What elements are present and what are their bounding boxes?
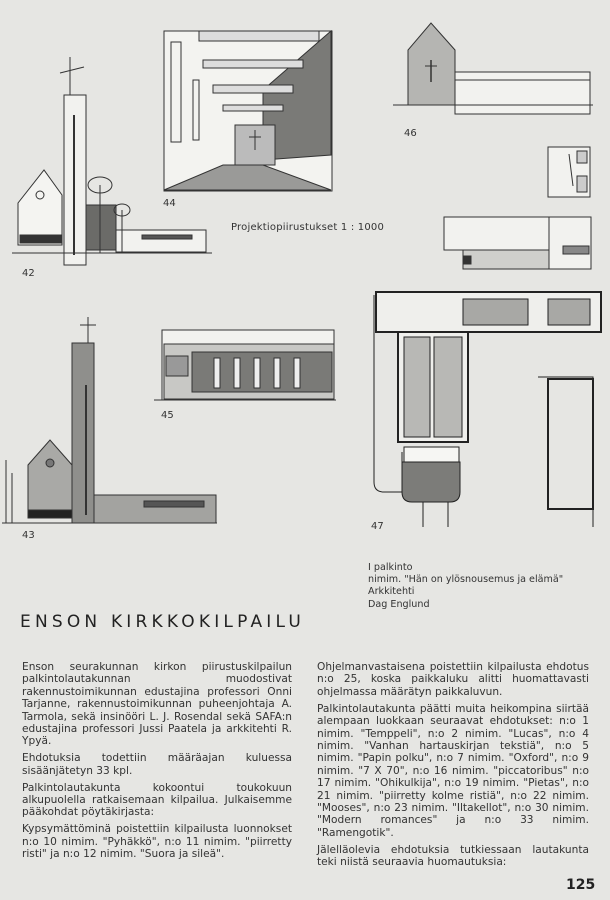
article-paragraph: Palkintolautakunta kokoontui toukokuun alkupuolella ratkaisemaan kilpailua. Julkaisemme pääkohdat pöytäkirjasta: (22, 781, 292, 819)
ground-plan-drawing (443, 216, 593, 270)
figure-47-label: 47 (371, 521, 384, 532)
projection-caption: Projektiopiirustukset 1 : 1000 (231, 222, 385, 233)
figure-45-label: 45 (161, 410, 174, 421)
page-number: 125 (566, 877, 596, 893)
award-pseudonym: nimim. "Hän on ylösnousemus ja elämä" (368, 574, 564, 586)
article-paragraph: Ohjelmanvastaisena poistettiin kilpailusta ehdotus n:o 25, koska paikkaluku alitti huomattavasti ohjelmassa määrätyn paikkaluvun. (317, 661, 589, 698)
award-prize: I palkinto (368, 562, 413, 573)
figure-47-drawing (368, 287, 603, 527)
award-caption (368, 562, 563, 611)
article-paragraph: Kypsymättöminä poistettiin kilpailusta luonnokset n:o 10 nimim. "Pyhäkkö", n:o 11 nimim. "piirretty risti" ja n:o 12 nimim. "Suora ja sileä". (22, 823, 292, 861)
article-paragraph: Ehdotuksia todettiin määräajan kuluessa sisäänjätetyn 33 kpl. (22, 752, 292, 777)
figure-45-drawing (154, 322, 336, 402)
article-paragraph: Jälelläolevia ehdotuksia tutkiessaan lautakunta teki niistä seuraavia huomautuksia: (317, 843, 589, 869)
figure-42-label: 42 (22, 268, 35, 279)
figure-44-label: 44 (163, 198, 176, 209)
article-right-column (317, 661, 589, 873)
figure-44-drawing (163, 30, 333, 192)
article-left-column (22, 661, 292, 865)
small-plan-drawing (547, 146, 593, 198)
figure-46-label: 46 (404, 128, 417, 139)
article-paragraph: Palkintolautakunta päätti muita heikompina siirtää alempaan luokkaan seuraavat ehdotukset: n:o 1 nimim. "Temppeli", n:o 2 nimim. "Lucas", n:o 4 nimim. "Vanhan hartauskirjan tekstiä", n:o 5 nimim. "Papin polku", n:o 7 nimim. "Oxford", n:o 9 nimim. "7 X 70", n:o 16 nimim. "piccatoribus" n:o 17 nimim. "Ohikulkija", n:o 19 nimim. "Pietas", n:o 21 nimim. "piirretty kolme ristiä", n:o 22 nimim. "Mooses", n:o 23 nimim. "Iltakellot", n:o 30 nimim. "Modern romances" ja n:o 33 nimim. "Ramengotik". (317, 702, 589, 839)
award-role: Arkkitehti (368, 586, 415, 598)
figure-43-label: 43 (22, 530, 35, 541)
article-paragraph: Enson seurakunnan kirkon piirustuskilpailun palkintolautakunnan muodostivat rakennustoimikunnan edustajina professori Onni Tarjanne, rakennustoimikunnan puheenjohtaja A. Tarmola, sekä insinööri L. J. Rosendal sekä SAFA:n edustajina professori Jussi Paatela ja arkkitehti R. Ypyä. (22, 661, 292, 748)
figure-46-drawing (393, 20, 593, 115)
page-title: ENSON KIRKKOKILPAILU (20, 612, 305, 632)
award-architect: Dag Englund (368, 598, 430, 610)
